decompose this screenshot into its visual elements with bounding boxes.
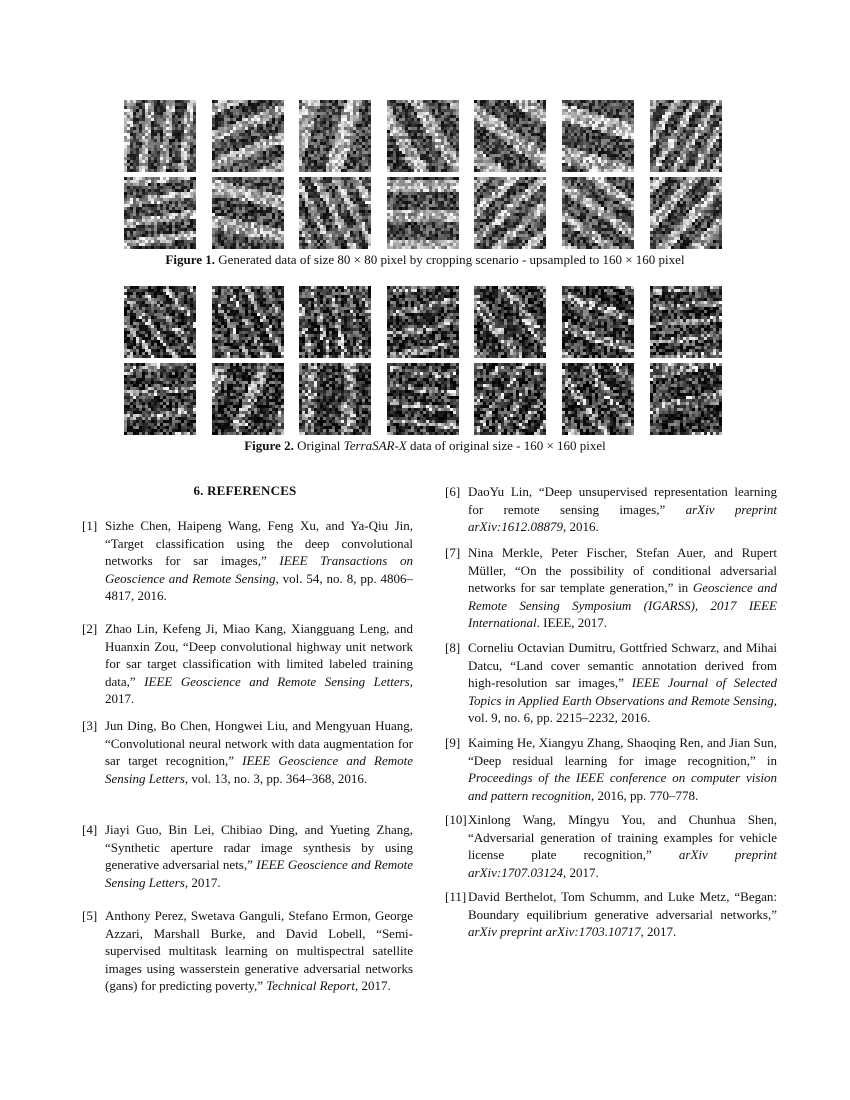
reference-venue: IEEE Geoscience and Remote Sensing Letters [144, 673, 410, 689]
reference-venue: Geoscience and Remote Sensing Symposium (IGARSS), 2017 IEEE International [468, 580, 777, 631]
figure-2-grid [124, 286, 724, 436]
reference-authors-title: Jiayi Guo, Bin Lei, Chibiao Ding, and Yueting Zhang, “Synthetic aperture radar image synthesis by using generative adversarial nets,” [105, 822, 413, 873]
figure-1-tile [124, 100, 196, 172]
reference-number: [11] [445, 889, 467, 904]
figure-2-text-post: data of original size - 160 × 160 pixel [409, 438, 606, 453]
figure-1-tile [474, 100, 546, 172]
reference-number: [7] [445, 545, 461, 560]
reference-venue: arXiv preprint arXiv:1707.03124 [468, 847, 777, 880]
reference-authors-title: Sizhe Chen, Haipeng Wang, Feng Xu, and Ya-Qiu Jin, “Target classification using the deep convolutional networks for sar images,” [105, 518, 413, 569]
reference-7 [445, 544, 777, 632]
reference-6 [445, 483, 777, 536]
figure-2-tile [387, 363, 459, 435]
reference-venue: IEEE Journal of Selected Topics in Applied Earth Observations and Remote Sensing [468, 675, 778, 708]
figure-1-tile [124, 177, 196, 249]
reference-venue: Technical Report [266, 978, 355, 994]
reference-number: [4] [82, 822, 98, 837]
figure-2-tile [124, 363, 196, 435]
reference-details: , 2017. [562, 864, 599, 880]
figure-1-text: Generated data of size 80 × 80 pixel by cropping scenario - upsampled to 160 × 160 pixel [218, 252, 685, 267]
figure-1-tile [299, 100, 371, 172]
reference-number: [1] [82, 518, 98, 533]
reference-number: [9] [445, 735, 461, 750]
figure-1-tile [387, 100, 459, 172]
figure-1-tile [299, 177, 371, 249]
figure-2-label: Figure 2. [244, 438, 294, 453]
reference-5 [82, 907, 413, 995]
references-heading: 6. REFERENCES [193, 483, 297, 498]
reference-number: [3] [82, 718, 98, 733]
reference-number: [8] [445, 640, 461, 655]
figure-2-tile [474, 363, 546, 435]
figure-2-tile [387, 286, 459, 358]
figure-2-tile [562, 286, 634, 358]
reference-details: , 2016, pp. 770–778. [591, 787, 699, 803]
figure-2-tile [474, 286, 546, 358]
figure-1-tile [650, 100, 722, 172]
figure-1-label: Figure 1. [165, 252, 216, 267]
reference-authors-title: David Berthelot, Tom Schumm, and Luke Metz, “Began: Boundary equilibrium generative adversarial networks,” [468, 889, 777, 922]
reference-4 [82, 821, 413, 891]
figure-1-grid [124, 100, 724, 250]
reference-venue: arXiv preprint arXiv:1703.10717 [468, 924, 641, 940]
reference-11 [445, 888, 777, 941]
reference-8 [445, 639, 777, 727]
reference-number: [6] [445, 484, 461, 499]
reference-number: [5] [82, 908, 98, 923]
reference-venue: IEEE Transactions on Geoscience and Remote Sensing [105, 553, 413, 586]
reference-2 [82, 620, 413, 708]
reference-venue: IEEE Geoscience and Remote Sensing Letters [105, 753, 414, 786]
reference-venue: arXiv preprint arXiv:1612.08879 [468, 501, 778, 535]
reference-details: , vol. 13, no. 3, pp. 364–368, 2016. [184, 770, 368, 786]
reference-details: , 2016. [562, 519, 599, 535]
reference-1 [82, 517, 413, 605]
reference-details: , 2017. [105, 673, 413, 707]
reference-details: , 2017. [640, 924, 677, 940]
reference-authors-title: Anthony Perez, Swetava Ganguli, Stefano Ermon, George Azzari, Marshall Burke, and David Lobell, “Semi-supervised multitask learning on multispectral satellite images using wasserstein generative adversarial networks (gans) for predicting poverty,” [105, 908, 413, 994]
reference-9 [445, 734, 777, 804]
figure-1-tile [474, 177, 546, 249]
reference-authors-title: Nina Merkle, Peter Fischer, Stefan Auer, and Rupert Müller, “On the possibility of conditional adversarial networks for sar template generation,” in [468, 545, 777, 596]
reference-details: , vol. 54, no. 8, pp. 4806–4817, 2016. [105, 570, 413, 604]
figure-2-tile [299, 286, 371, 358]
figure-2-caption [0, 438, 850, 453]
figure-1-tile [387, 177, 459, 249]
figure-1-tile [562, 100, 634, 172]
reference-details: , 2017. [184, 874, 221, 890]
figure-1-tile [212, 177, 284, 249]
figure-2-tile [562, 363, 634, 435]
reference-authors-title: Kaiming He, Xiangyu Zhang, Shaoqing Ren, and Jian Sun, “Deep residual learning for image recognition,” in [468, 735, 777, 768]
reference-details: . IEEE, 2017. [536, 615, 608, 631]
reference-number: [10] [445, 812, 467, 827]
reference-details: , 2017. [354, 978, 391, 994]
reference-authors-title: Zhao Lin, Kefeng Ji, Miao Kang, Xiangguang Leng, and Huanxin Zou, “Deep convolutional highway unit network for sar target classification with limited labeled training data,” [105, 621, 413, 689]
reference-authors-title: Xinlong Wang, Mingyu You, and Chunhua Shen, “Adversarial generation of training examples for vehicle license plate recognition,” [468, 812, 777, 863]
figure-1-tile [212, 100, 284, 172]
reference-authors-title: Corneliu Octavian Dumitru, Gottfried Schwarz, and Mihai Datcu, “Land cover semantic annotation derived from high-resolution sar images,” [468, 640, 777, 691]
figure-1-caption [0, 252, 850, 267]
reference-3 [82, 717, 413, 787]
reference-details: , vol. 9, no. 6, pp. 2215–2232, 2016. [468, 692, 777, 726]
figure-2-tile [650, 363, 722, 435]
figure-2-tile [299, 363, 371, 435]
reference-venue: IEEE Geoscience and Remote Sensing Letters [105, 857, 414, 890]
figure-1-tile [562, 177, 634, 249]
reference-number: [2] [82, 621, 98, 636]
figure-2-tile [650, 286, 722, 358]
figure-2-text-pre: Original [297, 438, 341, 453]
figure-2-tile [124, 286, 196, 358]
figure-2-tile [212, 363, 284, 435]
reference-venue: Proceedings of the IEEE conference on computer vision and pattern recognition [468, 770, 777, 803]
reference-authors-title: DaoYu Lin, “Deep unsupervised representation learning for remote sensing images,” [468, 484, 777, 517]
figure-2-text-italic: TerraSAR-X [343, 438, 407, 453]
figure-1-tile [650, 177, 722, 249]
reference-authors-title: Jun Ding, Bo Chen, Hongwei Liu, and Mengyuan Huang, “Convolutional neural network with data augmentation for sar target recognition,” [105, 718, 413, 769]
figure-2-tile [212, 286, 284, 358]
reference-10 [445, 811, 777, 881]
